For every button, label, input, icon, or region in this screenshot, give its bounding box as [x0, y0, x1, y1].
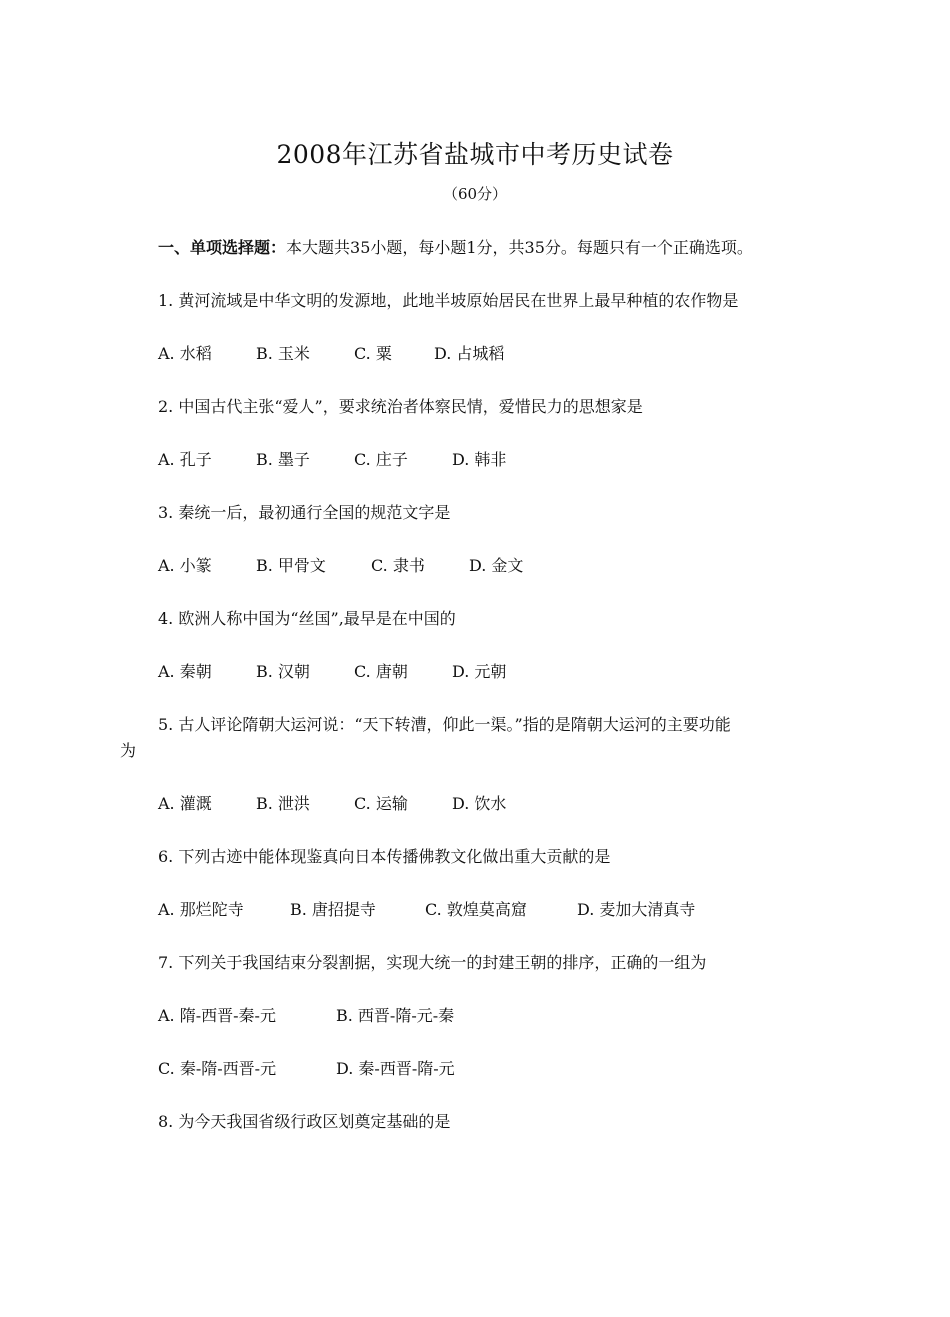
- question-options: [158, 1005, 454, 1027]
- section-label: 一、单项选择题：: [158, 238, 287, 257]
- question-options: [158, 661, 506, 683]
- option: C. 隶书: [371, 556, 425, 575]
- question-options: [158, 449, 506, 471]
- option: C. 秦-隋-西晋-元: [158, 1059, 277, 1078]
- option: A. 水稻: [158, 344, 212, 363]
- option: A. 秦朝: [158, 662, 212, 681]
- question-options: [158, 793, 506, 815]
- question-stem: 8. 为今天我国省级行政区划奠定基础的是: [158, 1112, 451, 1131]
- option: B. 西晋-隋-元-秦: [336, 1006, 455, 1025]
- option: D. 占城稻: [434, 344, 505, 363]
- question-stem: 5. 古人评论隋朝大运河说：“天下转漕，仰此一渠。”指的是隋朝大运河的主要功能: [158, 715, 731, 734]
- option: C. 庄子: [354, 450, 408, 469]
- question-stem: 7. 下列关于我国结束分裂割据，实现大统一的封建王朝的排序，正确的一组为: [158, 953, 707, 972]
- question-stem-continued: 为: [120, 741, 137, 760]
- option: A. 那烂陀寺: [158, 900, 244, 919]
- option: C. 粟: [354, 344, 392, 363]
- page-title: 2008年江苏省盐城市中考历史试卷: [276, 140, 674, 169]
- section-instructions: 本大题共35小题，每小题1分，共35分。每题只有一个正确选项。: [286, 238, 753, 257]
- question-stem: 6. 下列古迹中能体现鉴真向日本传播佛教文化做出重大贡献的是: [158, 847, 611, 866]
- question-stem: 4. 欧洲人称中国为“丝国”,最早是在中国的: [158, 609, 456, 628]
- option: B. 唐招提寺: [290, 900, 376, 919]
- option: D. 饮水: [452, 794, 507, 813]
- question-stem: 2. 中国古代主张“爱人”，要求统治者体察民情，爱惜民力的思想家是: [158, 397, 643, 416]
- option: B. 玉米: [256, 344, 310, 363]
- option: B. 汉朝: [256, 662, 310, 681]
- option: D. 韩非: [452, 450, 507, 469]
- option: B. 泄洪: [256, 794, 310, 813]
- option: D. 麦加大清真寺: [577, 900, 696, 919]
- question-options: [158, 1058, 455, 1080]
- option: D. 秦-西晋-隋-元: [336, 1059, 455, 1078]
- question-stem: 3. 秦统一后，最初通行全国的规范文字是: [158, 503, 451, 522]
- option: A. 小篆: [158, 556, 212, 575]
- question-options: [158, 555, 523, 577]
- option: B. 甲骨文: [256, 556, 326, 575]
- total-score: （60分）: [442, 185, 508, 203]
- option: C. 敦煌莫高窟: [425, 900, 527, 919]
- option: C. 运输: [354, 794, 408, 813]
- question-options: [158, 343, 504, 365]
- section-heading: [158, 237, 753, 259]
- option: C. 唐朝: [354, 662, 408, 681]
- question-options: [158, 899, 695, 921]
- option: B. 墨子: [256, 450, 310, 469]
- option: A. 灌溉: [158, 794, 212, 813]
- question-stem: 1. 黄河流域是中华文明的发源地，此地半坡原始居民在世界上最早种植的农作物是: [158, 291, 739, 310]
- option: A. 孔子: [158, 450, 212, 469]
- option: D. 元朝: [452, 662, 507, 681]
- option: D. 金文: [469, 556, 524, 575]
- option: A. 隋-西晋-秦-元: [158, 1006, 276, 1025]
